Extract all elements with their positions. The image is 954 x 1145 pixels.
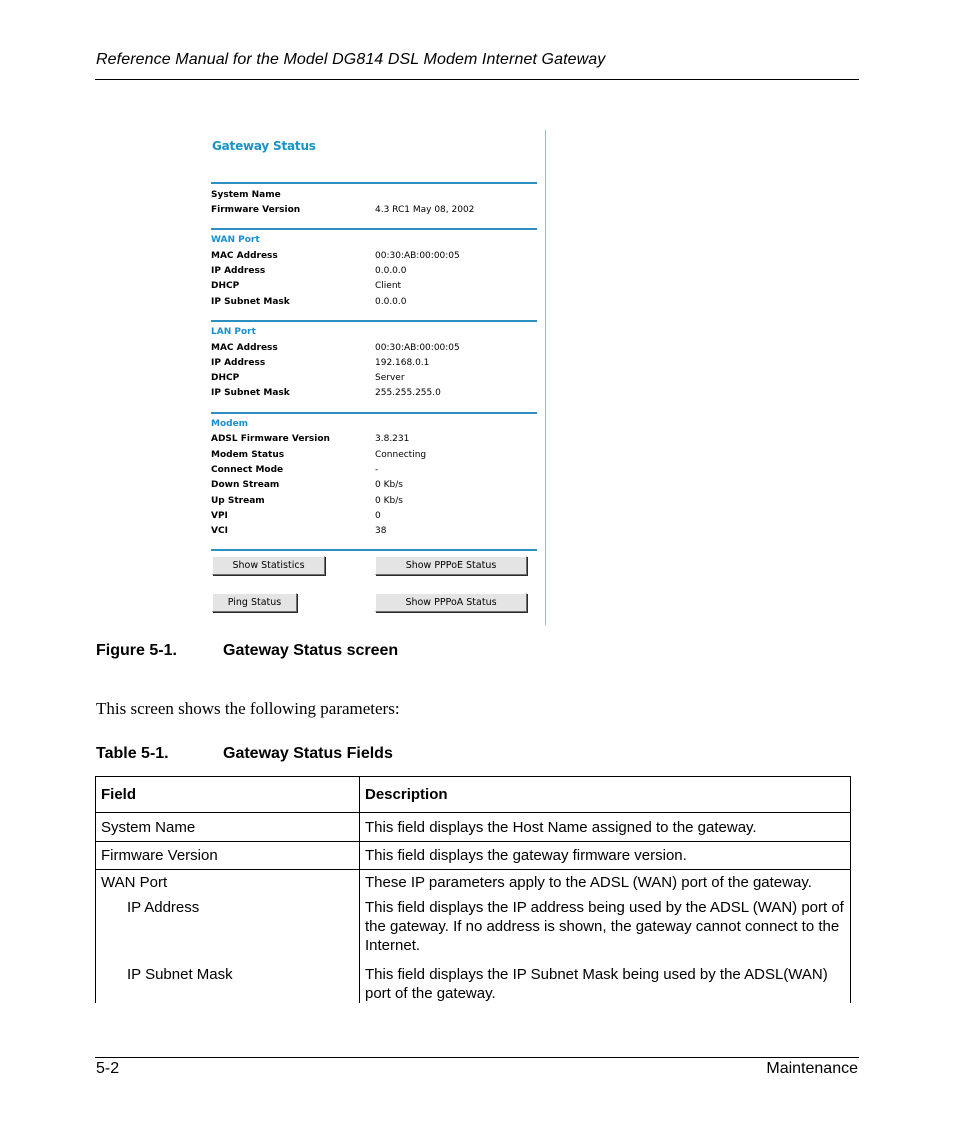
description-cell: This field displays the IP Subnet Mask being used by the ADSL(WAN) port of the gateway.	[360, 965, 851, 1003]
status-label: Firmware Version	[211, 205, 301, 215]
ping-status-button[interactable]: Ping Status	[212, 593, 297, 612]
section-divider	[211, 412, 537, 414]
status-row	[211, 266, 537, 280]
status-value: Connecting	[375, 450, 427, 460]
column-header: Field	[96, 777, 360, 813]
field-cell: Firmware Version	[96, 842, 360, 870]
gateway-status-fields-table	[95, 776, 851, 1003]
figure-caption	[96, 642, 398, 660]
status-label: System Name	[211, 190, 281, 200]
column-header: Description	[360, 777, 851, 813]
status-label: VCI	[211, 526, 228, 536]
status-value: 00:30:AB:00:00:05	[375, 343, 460, 353]
status-label: IP Subnet Mask	[211, 388, 290, 398]
figure-title: Gateway Status screen	[223, 642, 399, 659]
field-cell: System Name	[96, 813, 360, 842]
show-pppoe-status-button[interactable]: Show PPPoE Status	[375, 556, 527, 575]
description-cell: This field displays the Host Name assigned to the gateway.	[360, 813, 851, 842]
chapter-name: Maintenance	[766, 1060, 858, 1077]
status-label: MAC Address	[211, 251, 278, 261]
section-divider	[211, 320, 537, 322]
status-row-firmware-version	[211, 205, 537, 219]
status-row	[211, 297, 537, 311]
gateway-status-title: Gateway Status	[212, 139, 316, 153]
gateway-status-screenshot	[205, 130, 546, 625]
table-row	[96, 813, 851, 842]
table-row	[96, 898, 851, 965]
status-value: 3.8.231	[375, 434, 410, 444]
figure-number: Figure 5-1.	[96, 642, 177, 659]
status-label: DHCP	[211, 373, 240, 383]
table-row	[96, 842, 851, 870]
status-row	[211, 251, 537, 265]
status-row	[211, 450, 537, 464]
status-row-system-name	[211, 190, 537, 204]
status-value: 0	[375, 511, 381, 521]
status-label: VPI	[211, 511, 228, 521]
description-cell: These IP parameters apply to the ADSL (WAN) port of the gateway.	[360, 870, 851, 899]
table-title: Gateway Status Fields	[223, 745, 393, 762]
status-value: 0 Kb/s	[375, 496, 403, 506]
status-value: 38	[375, 526, 387, 536]
section-divider	[211, 182, 537, 184]
status-value: 0.0.0.0	[375, 297, 407, 307]
show-statistics-button[interactable]: Show Statistics	[212, 556, 325, 575]
section-divider	[211, 228, 537, 230]
table-row	[96, 965, 851, 1003]
footer-rule	[95, 1057, 859, 1058]
header-rule	[95, 79, 859, 80]
status-row	[211, 281, 537, 295]
page-number: 5-2	[96, 1060, 120, 1077]
status-row	[211, 358, 537, 372]
description-cell: This field displays the IP address being used by the ADSL (WAN) port of the gateway. If no address is shown, the gateway cannot connect to the Internet.	[360, 898, 851, 965]
table-row	[96, 870, 851, 899]
lan-port-heading: LAN Port	[211, 327, 256, 337]
status-row	[211, 496, 537, 510]
status-value: -	[375, 465, 379, 475]
status-value: 00:30:AB:00:00:05	[375, 251, 460, 261]
status-value: 255.255.255.0	[375, 388, 441, 398]
section-divider	[211, 549, 537, 551]
status-label: MAC Address	[211, 343, 278, 353]
running-header: Reference Manual for the Model DG814 DSL Modem Internet Gateway	[96, 51, 606, 68]
status-value: 4.3 RC1 May 08, 2002	[375, 205, 475, 215]
status-row	[211, 388, 537, 402]
status-label: IP Subnet Mask	[211, 297, 290, 307]
status-value: 0.0.0.0	[375, 266, 407, 276]
status-row	[211, 465, 537, 479]
field-cell: IP Subnet Mask	[96, 965, 360, 1003]
status-label: Connect Mode	[211, 465, 284, 475]
status-row	[211, 373, 537, 387]
table-header-row	[96, 777, 851, 813]
wan-port-heading: WAN Port	[211, 235, 260, 245]
status-row	[211, 511, 537, 525]
status-value: 192.168.0.1	[375, 358, 430, 368]
table-number: Table 5-1.	[96, 745, 169, 762]
status-label: Up Stream	[211, 496, 265, 506]
field-cell: IP Address	[96, 898, 360, 965]
field-cell: WAN Port	[96, 870, 360, 899]
status-label: IP Address	[211, 358, 266, 368]
status-row	[211, 480, 537, 494]
status-row	[211, 434, 537, 448]
status-row	[211, 343, 537, 357]
modem-heading: Modem	[211, 419, 249, 429]
description-cell: This field displays the gateway firmware version.	[360, 842, 851, 870]
status-label: IP Address	[211, 266, 266, 276]
status-value: Client	[375, 281, 402, 291]
show-pppoa-status-button[interactable]: Show PPPoA Status	[375, 593, 527, 612]
intro-paragraph: This screen shows the following parameters:	[96, 699, 400, 718]
table-caption	[96, 745, 393, 763]
status-label: DHCP	[211, 281, 240, 291]
status-label: Modem Status	[211, 450, 285, 460]
status-value: Server	[375, 373, 405, 383]
status-label: ADSL Firmware Version	[211, 434, 330, 444]
status-value: 0 Kb/s	[375, 480, 403, 490]
status-row	[211, 526, 537, 540]
status-label: Down Stream	[211, 480, 280, 490]
